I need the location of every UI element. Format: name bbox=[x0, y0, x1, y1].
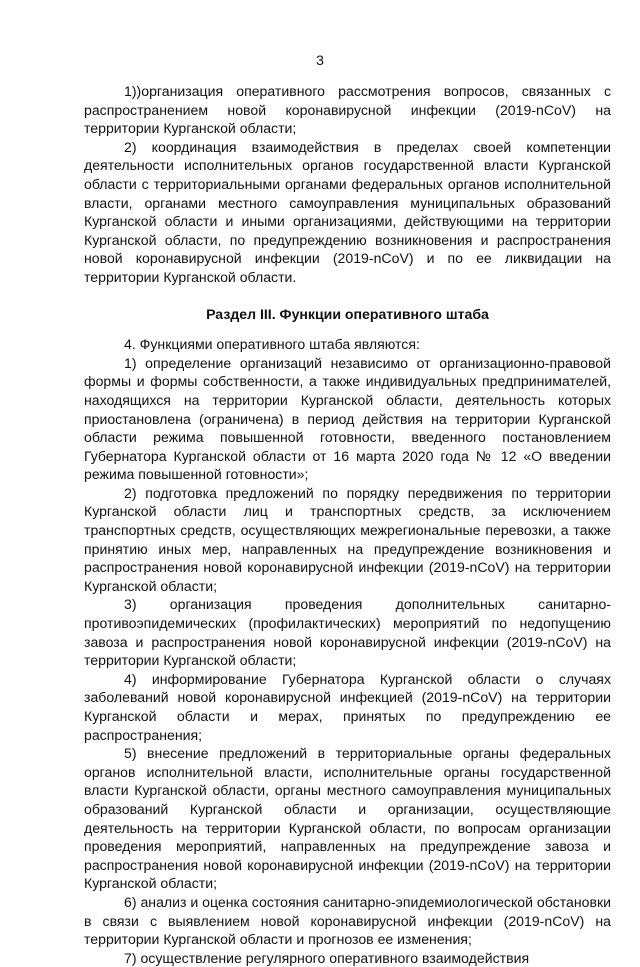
page-number: 3 bbox=[316, 52, 324, 68]
section-heading: Раздел III. Функции оперативного штаба bbox=[206, 305, 489, 322]
paragraph-function-4: 4) информирование Губернатора Курганской области о случаях заболеваний новой коронавирусной инфекцией (2019-nCoV) на территории Курганской области и мерах, принятых по предупреждению ее распространения; bbox=[84, 670, 611, 743]
paragraph-function-7: 7) осуществление регулярного оперативного взаимодействия bbox=[124, 949, 530, 966]
paragraph-top-2: 2) координация взаимодействия в пределах своей компетенции деятельности исполнительных органов государственной власти Курганской области с территориальными органами федеральных органов исполнительной власти, органами местного самоуправления муниципальных образований Курганской области и иными организациями, действующими на территории Курганской области, по предупреждению возникновения и распространения новой коронавирусной инфекции (2019-nCoV) и по ее ликвидации на территории Курганской области. bbox=[84, 138, 611, 285]
paragraph-top-1: 1))организация оперативного рассмотрения вопросов, связанных с распространением новой коронавирусной инфекции (2019-nCoV) на территории Курганской области; bbox=[84, 83, 611, 137]
document-page bbox=[84, 50, 611, 967]
paragraph-function-5: 5) внесение предложений в территориальные органы федеральных органов исполнительной власти, исполнительные органы государственной власти Курганской области, органы местного самоуправления муниципальных образований Курганской области и организации, осуществляющие деятельность на территории Курганской области, по вопросам организации проведения мероприятий, направленных на предупреждение завоза и распространения новой коронавирусной инфекции (2019-nCoV) на территории Курганской области; bbox=[84, 745, 611, 892]
paragraph-functions-intro: 4. Функциями оперативного штаба являются: bbox=[124, 336, 420, 353]
paragraph-function-2: 2) подготовка предложений по порядку передвижения по территории Курганской области лиц и транспортных средств, за исключением транспортных средств, осуществляющих межрегиональные перевозки, а также принятию иных мер, направленных на предупреждение возникновения и распространения новой коронавирусной инфекции (2019-nCoV) на территории Курганской области; bbox=[84, 484, 611, 594]
paragraph-function-1: 1) определение организаций независимо от организационно-правовой формы и формы собственности, а также индивидуальных предпринимателей, находящихся на территории Курганской области, деятельность которых приостановлена (ограничена) в период действия на территории Курганской области режима повышенной готовности, введенного постановлением Губернатора Курганской области от 16 марта 2020 года № 12 «О введении режима повышенной готовности»; bbox=[84, 354, 611, 483]
paragraph-function-3: 3) организация проведения дополнительных санитарно-противоэпидемических (профилактических) мероприятий по недопущению завоза и распространения новой коронавирусной инфекции (2019-nCoV) на территории Курганской области; bbox=[84, 596, 611, 669]
paragraph-function-6: 6) анализ и оценка состояния санитарно-эпидемиологической обстановки в связи с выявлением новой коронавирусной инфекции (2019-nCoV) на территории Курганской области и прогнозов ее изменения; bbox=[84, 893, 612, 948]
